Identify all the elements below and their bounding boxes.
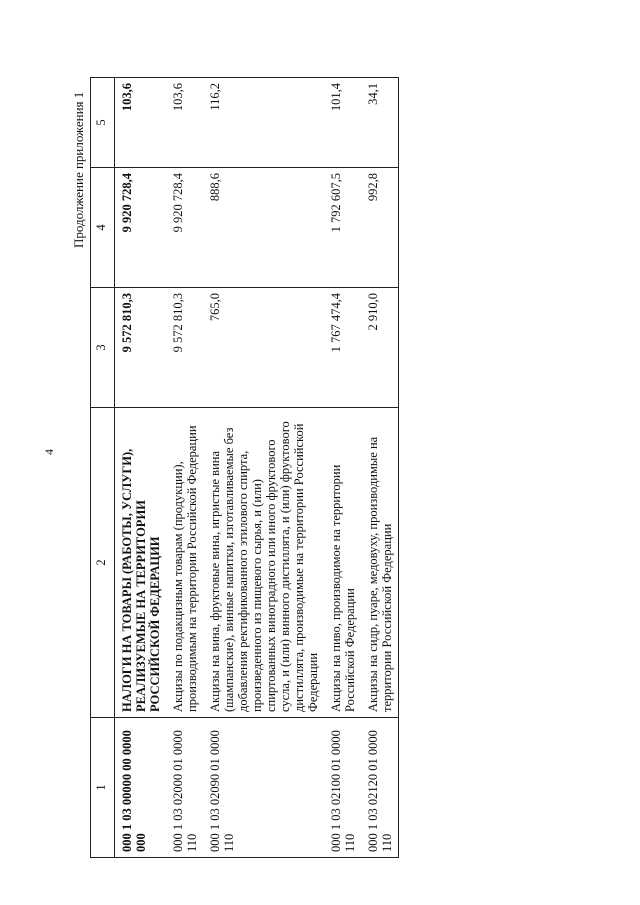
row-value-col4: 9 920 728,4 (166, 168, 203, 288)
budget-table (90, 77, 399, 858)
row-value-col5: 116,2 (203, 78, 324, 168)
row-value-col4: 992,8 (361, 168, 399, 288)
row-value-col3: 2 910,0 (361, 288, 399, 408)
row-name: НАЛОГИ НА ТОВАРЫ (РАБОТЫ, УСЛУГИ), РЕАЛИЗУЕМЫЕ НА ТЕРРИТОРИИ РОССИЙСКОЙ ФЕДЕРАЦИИ (115, 408, 167, 718)
row-code: 000 1 03 02100 01 0000 110 (324, 718, 361, 858)
column-header-3: 3 (91, 288, 115, 408)
table-row (361, 78, 399, 858)
page-number: 4 (42, 449, 56, 455)
column-header-2: 2 (91, 408, 115, 718)
row-value-col5: 101,4 (324, 78, 361, 168)
row-value-col3: 9 572 810,3 (166, 288, 203, 408)
row-value-col4: 1 792 607,5 (324, 168, 361, 288)
table-row (203, 78, 324, 858)
row-value-col3: 9 572 810,3 (115, 288, 167, 408)
appendix-caption: Продолжение приложения 1 (71, 91, 86, 248)
table-row (166, 78, 203, 858)
column-header-1: 1 (91, 718, 115, 858)
row-value-col4: 888,6 (203, 168, 324, 288)
row-value-col5: 103,6 (166, 78, 203, 168)
table-row (324, 78, 361, 858)
row-name: Акцизы на вина, фруктовые вина, игристые вина (шампанские), винные напитки, изготавливаемые без добавления ректификованного этилового спирта, произведенного из пищевого сырья, и (или) спиртованных виноградного или иного фруктового сусла, и (или) винного дистиллята, и (или) фруктового дистиллята, производимые на территории Российской Федерации (203, 408, 324, 718)
table-row (115, 78, 167, 858)
row-name: Акцизы на пиво, производимое на территории Российской Федерации (324, 408, 361, 718)
row-name: Акцизы на сидр, пуаре, медовуху, производимые на территории Российской Федерации (361, 408, 399, 718)
row-value-col4: 9 920 728,4 (115, 168, 167, 288)
row-code: 000 1 03 02120 01 0000 110 (361, 718, 399, 858)
row-value-col5: 34,1 (361, 78, 399, 168)
row-code: 000 1 03 00000 00 0000 000 (115, 718, 167, 858)
column-header-5: 5 (91, 78, 115, 168)
rotated-table-container (90, 78, 520, 858)
row-code: 000 1 03 02090 01 0000 110 (203, 718, 324, 858)
row-value-col3: 765,0 (203, 288, 324, 408)
column-header-4: 4 (91, 168, 115, 288)
table-header-row (91, 78, 115, 858)
row-code: 000 1 03 02000 01 0000 110 (166, 718, 203, 858)
row-value-col3: 1 767 474,4 (324, 288, 361, 408)
row-name: Акцизы по подакцизным товарам (продукции), производимым на территории Российской Федерации (166, 408, 203, 718)
row-value-col5: 103,6 (115, 78, 167, 168)
